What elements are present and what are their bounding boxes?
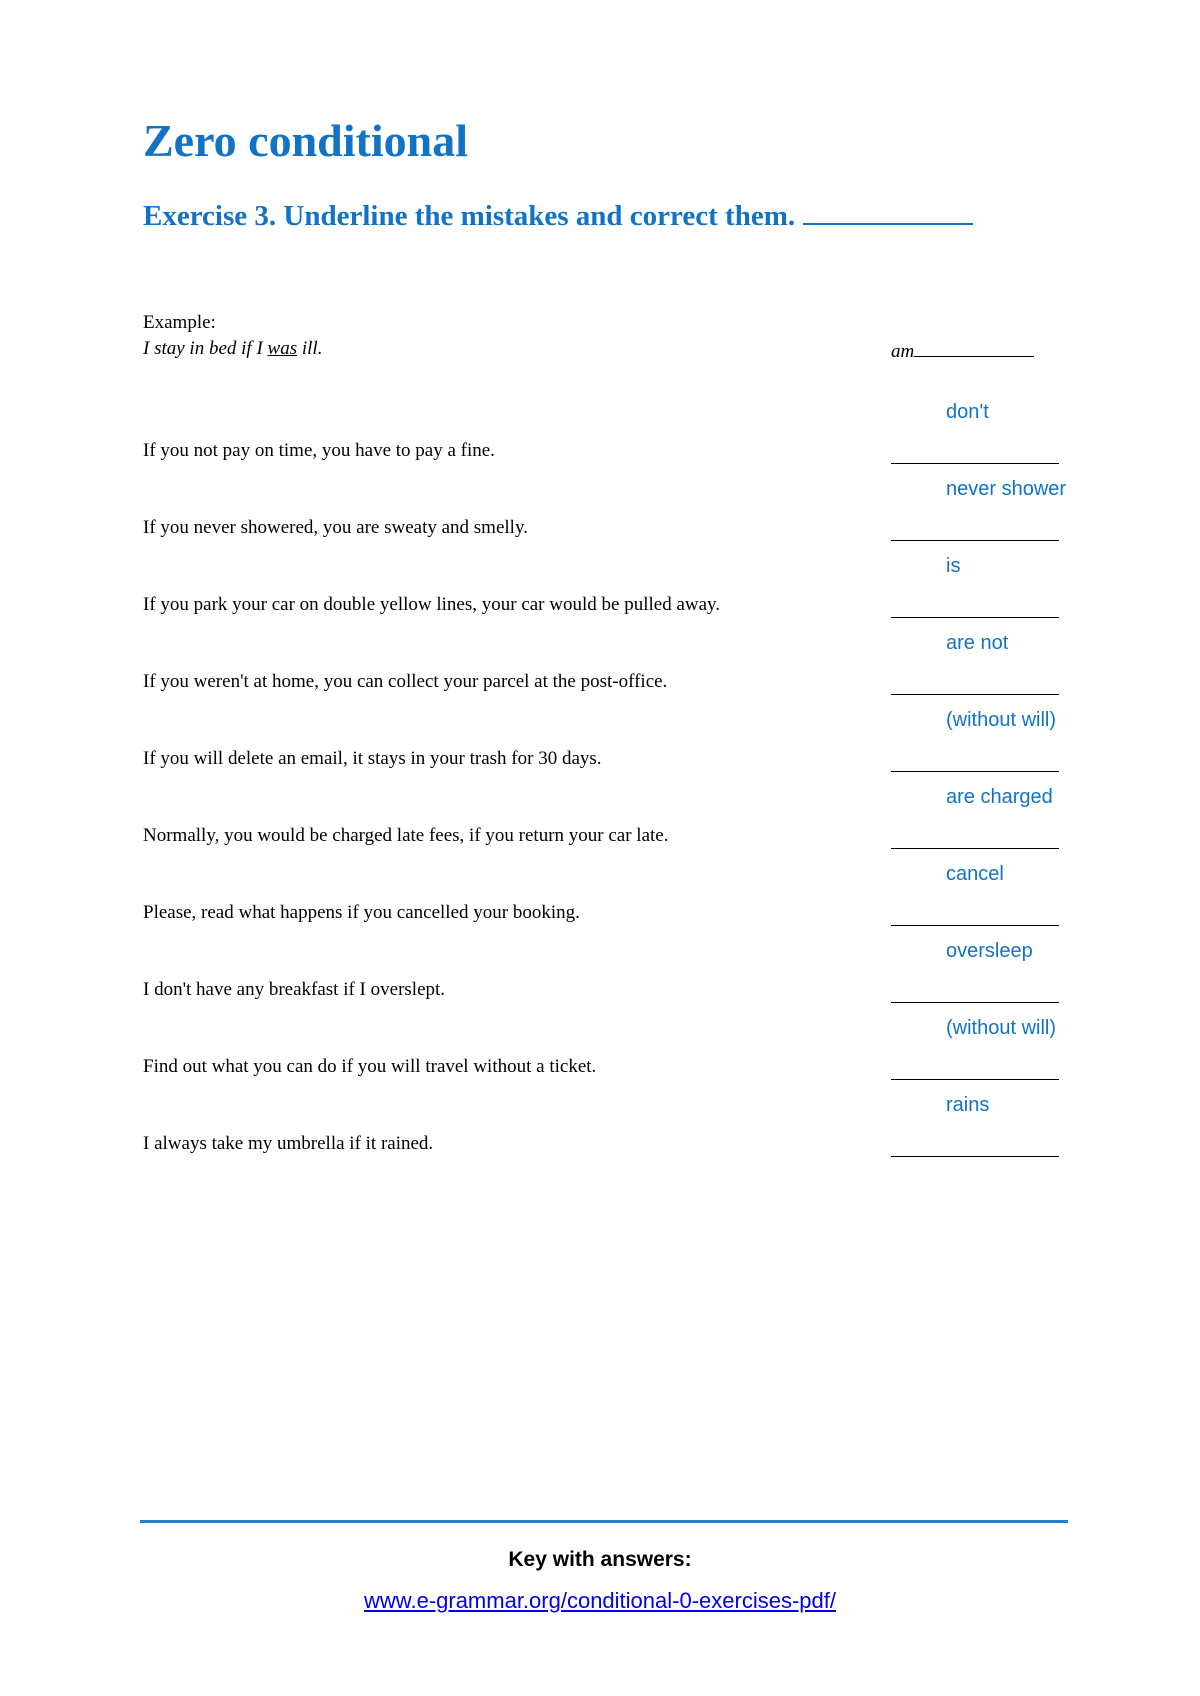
correction-answer: don't: [946, 401, 989, 423]
answer-blank-line[interactable]: [891, 617, 1059, 618]
exercise-heading: [143, 200, 973, 233]
footer-divider: [140, 1520, 1068, 1523]
answer-blank-line[interactable]: [891, 540, 1059, 541]
exercise-item: [0, 940, 1200, 1006]
answer-blank-line[interactable]: [891, 694, 1059, 695]
correction-answer: oversleep: [946, 940, 1033, 962]
example-label: Example:: [143, 312, 216, 333]
exercise-item: [0, 478, 1200, 544]
answer-blank-line[interactable]: [891, 1156, 1059, 1157]
example-answer: [891, 338, 1034, 363]
correction-answer: rains: [946, 1094, 990, 1116]
exercise-item: [0, 1094, 1200, 1160]
answer-blank-line[interactable]: [891, 463, 1059, 464]
exercise-item: [0, 632, 1200, 698]
exercise-item: [0, 401, 1200, 467]
example-sentence-end: ill.: [297, 338, 323, 359]
correction-answer: are not: [946, 632, 1009, 654]
answer-blank-line[interactable]: [891, 1079, 1059, 1080]
correction-answer: (without will): [946, 1017, 1057, 1039]
key-label: Key with answers:: [508, 1548, 692, 1571]
correction-answer: are charged: [946, 786, 1053, 808]
heading-blank-line: [803, 201, 973, 225]
example-mistake: was: [267, 338, 298, 359]
exercise-sentence: If you never showered, you are sweaty and smelly.: [143, 517, 528, 538]
exercise-sentence: If you will delete an email, it stays in your trash for 30 days.: [143, 748, 602, 769]
answer-blank-line[interactable]: [891, 771, 1059, 772]
correction-answer: never shower: [946, 478, 1067, 500]
exercise-sentence: Normally, you would be charged late fees, if you return your car late.: [143, 825, 669, 846]
example-answer-line: [914, 338, 1034, 357]
exercise-sentence: If you weren't at home, you can collect your parcel at the post-office.: [143, 671, 668, 692]
page-title: Zero conditional: [143, 115, 469, 166]
exercise-sentence: I don't have any breakfast if I overslept.: [143, 979, 446, 1000]
exercise-item: [0, 555, 1200, 621]
answer-blank-line[interactable]: [891, 848, 1059, 849]
exercise-sentence: I always take my umbrella if it rained.: [143, 1133, 434, 1154]
example-sentence-start: I stay in bed if I: [143, 338, 268, 359]
example-sentence: [143, 338, 322, 360]
exercise-sentence: Find out what you can do if you will travel without a ticket.: [143, 1056, 597, 1077]
correction-answer: is: [946, 555, 961, 577]
correction-answer: (without will): [946, 709, 1057, 731]
answer-blank-line[interactable]: [891, 925, 1059, 926]
exercise-item: [0, 786, 1200, 852]
answer-key-link[interactable]: www.e-grammar.org/conditional-0-exercises-pdf/: [364, 1588, 836, 1613]
example-answer-word: am: [891, 341, 915, 362]
correction-answer: cancel: [946, 863, 1004, 885]
answer-blank-line[interactable]: [891, 1002, 1059, 1003]
exercise-item: [0, 709, 1200, 775]
exercise-item: [0, 1017, 1200, 1083]
exercise-sentence: Please, read what happens if you cancelled your booking.: [143, 902, 580, 923]
exercise-item: [0, 863, 1200, 929]
exercise-sentence: If you not pay on time, you have to pay a fine.: [143, 440, 495, 461]
exercise-heading-text: Exercise 3. Underline the mistakes and correct them.: [143, 200, 796, 232]
exercise-sentence: If you park your car on double yellow lines, your car would be pulled away.: [143, 594, 721, 615]
